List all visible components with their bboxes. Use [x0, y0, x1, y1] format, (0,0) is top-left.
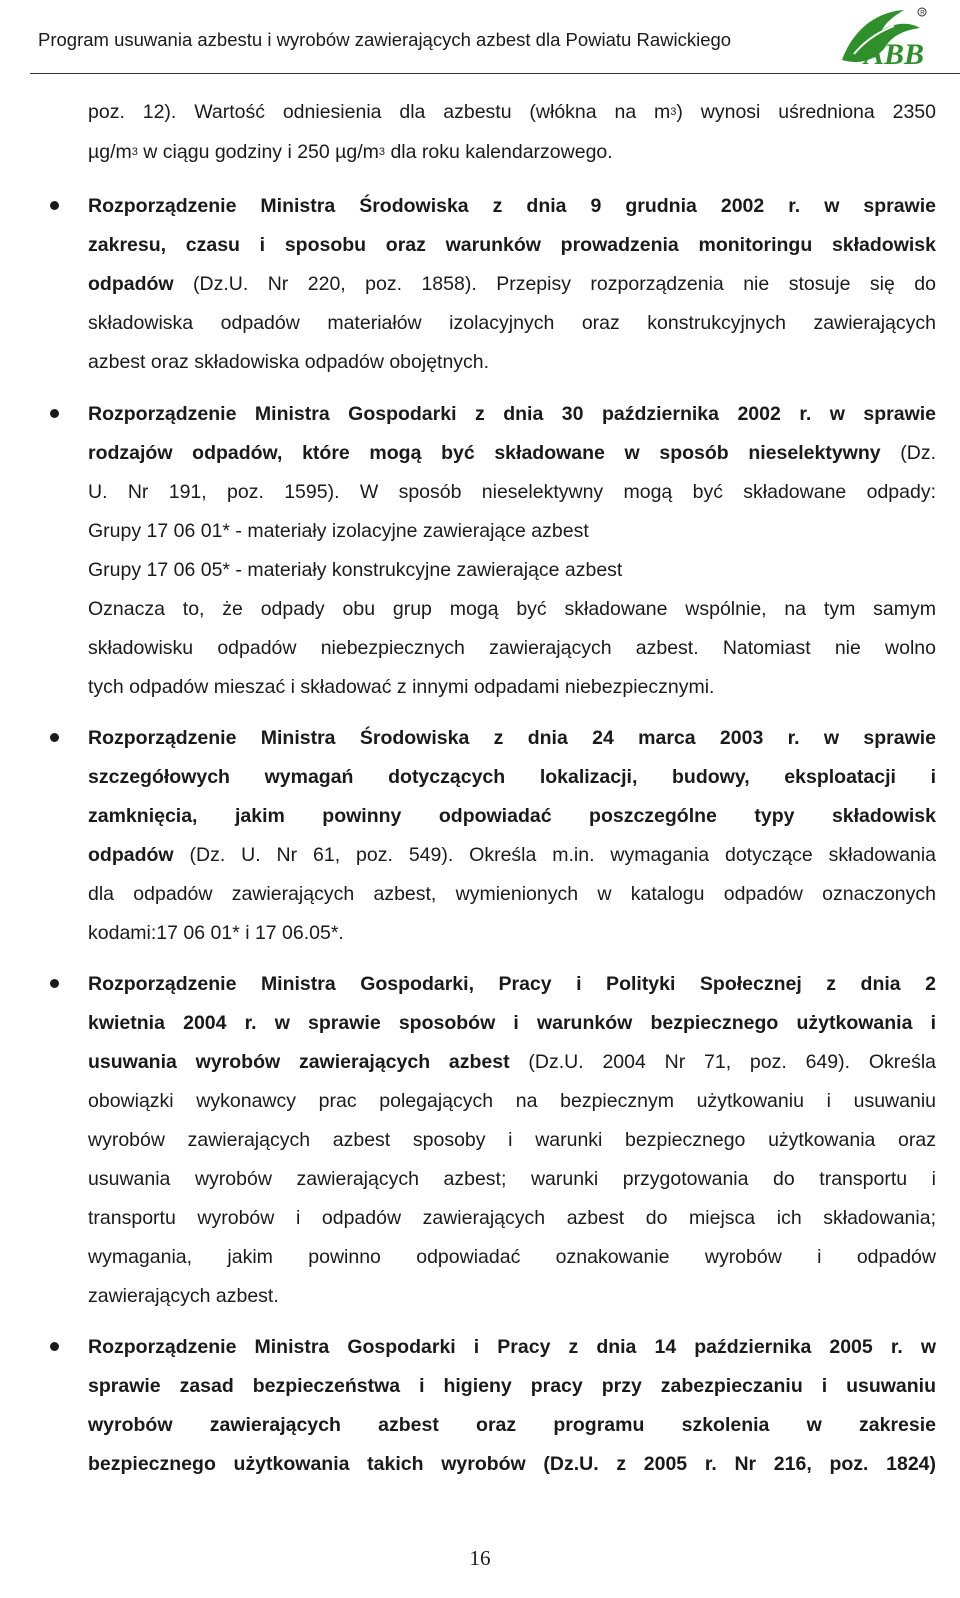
text-line: zakresu, czasu i sposobu oraz warunków prowadzenia monitoringu składowisk	[88, 234, 936, 256]
text-line: rodzajów odpadów, które mogą być składowane w sposób nieselektywny (Dz.	[88, 442, 936, 464]
text-line: składowiska odpadów materiałów izolacyjnych oraz konstrukcyjnych zawierających	[88, 312, 936, 334]
text-line: dla odpadów zawierających azbest, wymienionych w katalogu odpadów oznaczonych	[88, 883, 936, 905]
text-line: wyrobów zawierających azbest sposoby i warunki bezpiecznego użytkowania oraz	[88, 1129, 936, 1151]
text-line: bezpiecznego użytkowania takich wyrobów (Dz.U. z 2005 r. Nr 216, poz. 1824)	[88, 1453, 936, 1475]
text-line: kodami:17 06 01* i 17 06.05*.	[88, 922, 344, 944]
text-line: obowiązki wykonawcy prac polegających na bezpiecznym użytkowaniu i usuwaniu	[88, 1090, 936, 1112]
text-line: tych odpadów mieszać i składować z innymi odpadami niebezpiecznymi.	[88, 676, 715, 698]
text-line: szczegółowych wymagań dotyczących lokalizacji, budowy, eksploatacji i	[88, 766, 936, 788]
text-line: usuwania wyrobów zawierających azbest; warunki przygotowania do transportu i	[88, 1168, 936, 1190]
svg-text:R: R	[920, 10, 925, 17]
header-title: Program usuwania azbestu i wyrobów zawierających azbest dla Powiatu Rawickiego	[38, 29, 732, 50]
text-line: Rozporządzenie Ministra Środowiska z dnia 24 marca 2003 r. w sprawie	[88, 727, 936, 749]
text-line: azbest oraz składowiska odpadów obojętnych.	[88, 351, 490, 373]
program-logo	[834, 2, 930, 76]
text-line: sprawie zasad bezpieczeństwa i higieny pracy przy zabezpieczaniu i usuwaniu	[88, 1375, 936, 1397]
text-line: Rozporządzenie Ministra Gospodarki i Pracy z dnia 14 października 2005 r. w	[88, 1336, 936, 1358]
bullet-icon	[50, 979, 59, 988]
bullet-icon	[50, 1342, 59, 1351]
text-line: Rozporządzenie Ministra Gospodarki z dnia 30 października 2002 r. w sprawie	[88, 403, 936, 425]
bullet-icon	[50, 201, 59, 210]
text-line: Rozporządzenie Ministra Gospodarki, Pracy i Polityki Społecznej z dnia 2	[88, 973, 936, 995]
text-line: $\mu g/m^3$ w ciągu godziny i 250 $\mu g/m^3$ dla roku kalendarzowego.	[88, 141, 613, 163]
text-line: odpadów (Dz. U. Nr 61, poz. 549). Określa m.in. wymagania dotyczące składowania	[88, 844, 936, 866]
text-line: Grupy 17 06 01* - materiały izolacyjne zawierające azbest	[88, 520, 589, 542]
text-line: zawierających azbest.	[88, 1285, 279, 1307]
text-line: U. Nr 191, poz. 1595). W sposób nieselektywny mogą być składowane odpady:	[88, 481, 936, 503]
bullet-icon	[50, 409, 59, 418]
bullet-icon	[50, 733, 59, 742]
text-line: usuwania wyrobów zawierających azbest (Dz.U. 2004 Nr 71, poz. 649). Określa	[88, 1051, 937, 1073]
text-line: składowisku odpadów niebezpiecznych zawierających azbest. Natomiast nie wolno	[88, 637, 936, 659]
text-line: Grupy 17 06 05* - materiały konstrukcyjne zawierające azbest	[88, 559, 623, 581]
text-line: transportu wyrobów i odpadów zawierających azbest do miejsca ich składowania;	[88, 1207, 936, 1229]
text-line: Oznacza to, że odpady obu grup mogą być składowane wspólnie, na tym samym	[88, 598, 936, 620]
text-line: odpadów (Dz.U. Nr 220, poz. 1858). Przepisy rozporządzenia nie stosuje się do	[88, 273, 936, 295]
text-line: wyrobów zawierających azbest oraz programu szkolenia w zakresie	[88, 1414, 936, 1436]
logo-lettering: ABB	[864, 38, 925, 71]
header-rule	[30, 73, 960, 74]
text-line: Rozporządzenie Ministra Środowiska z dnia 9 grudnia 2002 r. w sprawie	[88, 195, 936, 217]
text-line: poz. 12). Wartość odniesienia dla azbestu (włókna na $m^3$) wynosi uśredniona 2350	[88, 101, 936, 123]
text-line: wymagania, jakim powinno odpowiadać oznakowanie wyrobów i odpadów	[88, 1246, 936, 1268]
page-number: 16	[469, 1546, 491, 1570]
text-line: kwietnia 2004 r. w sprawie sposobów i warunków bezpiecznego użytkowania i	[88, 1012, 936, 1034]
page-header	[0, 0, 960, 80]
text-line: zamknięcia, jakim powinny odpowiadać poszczególne typy składowisk	[88, 805, 936, 827]
